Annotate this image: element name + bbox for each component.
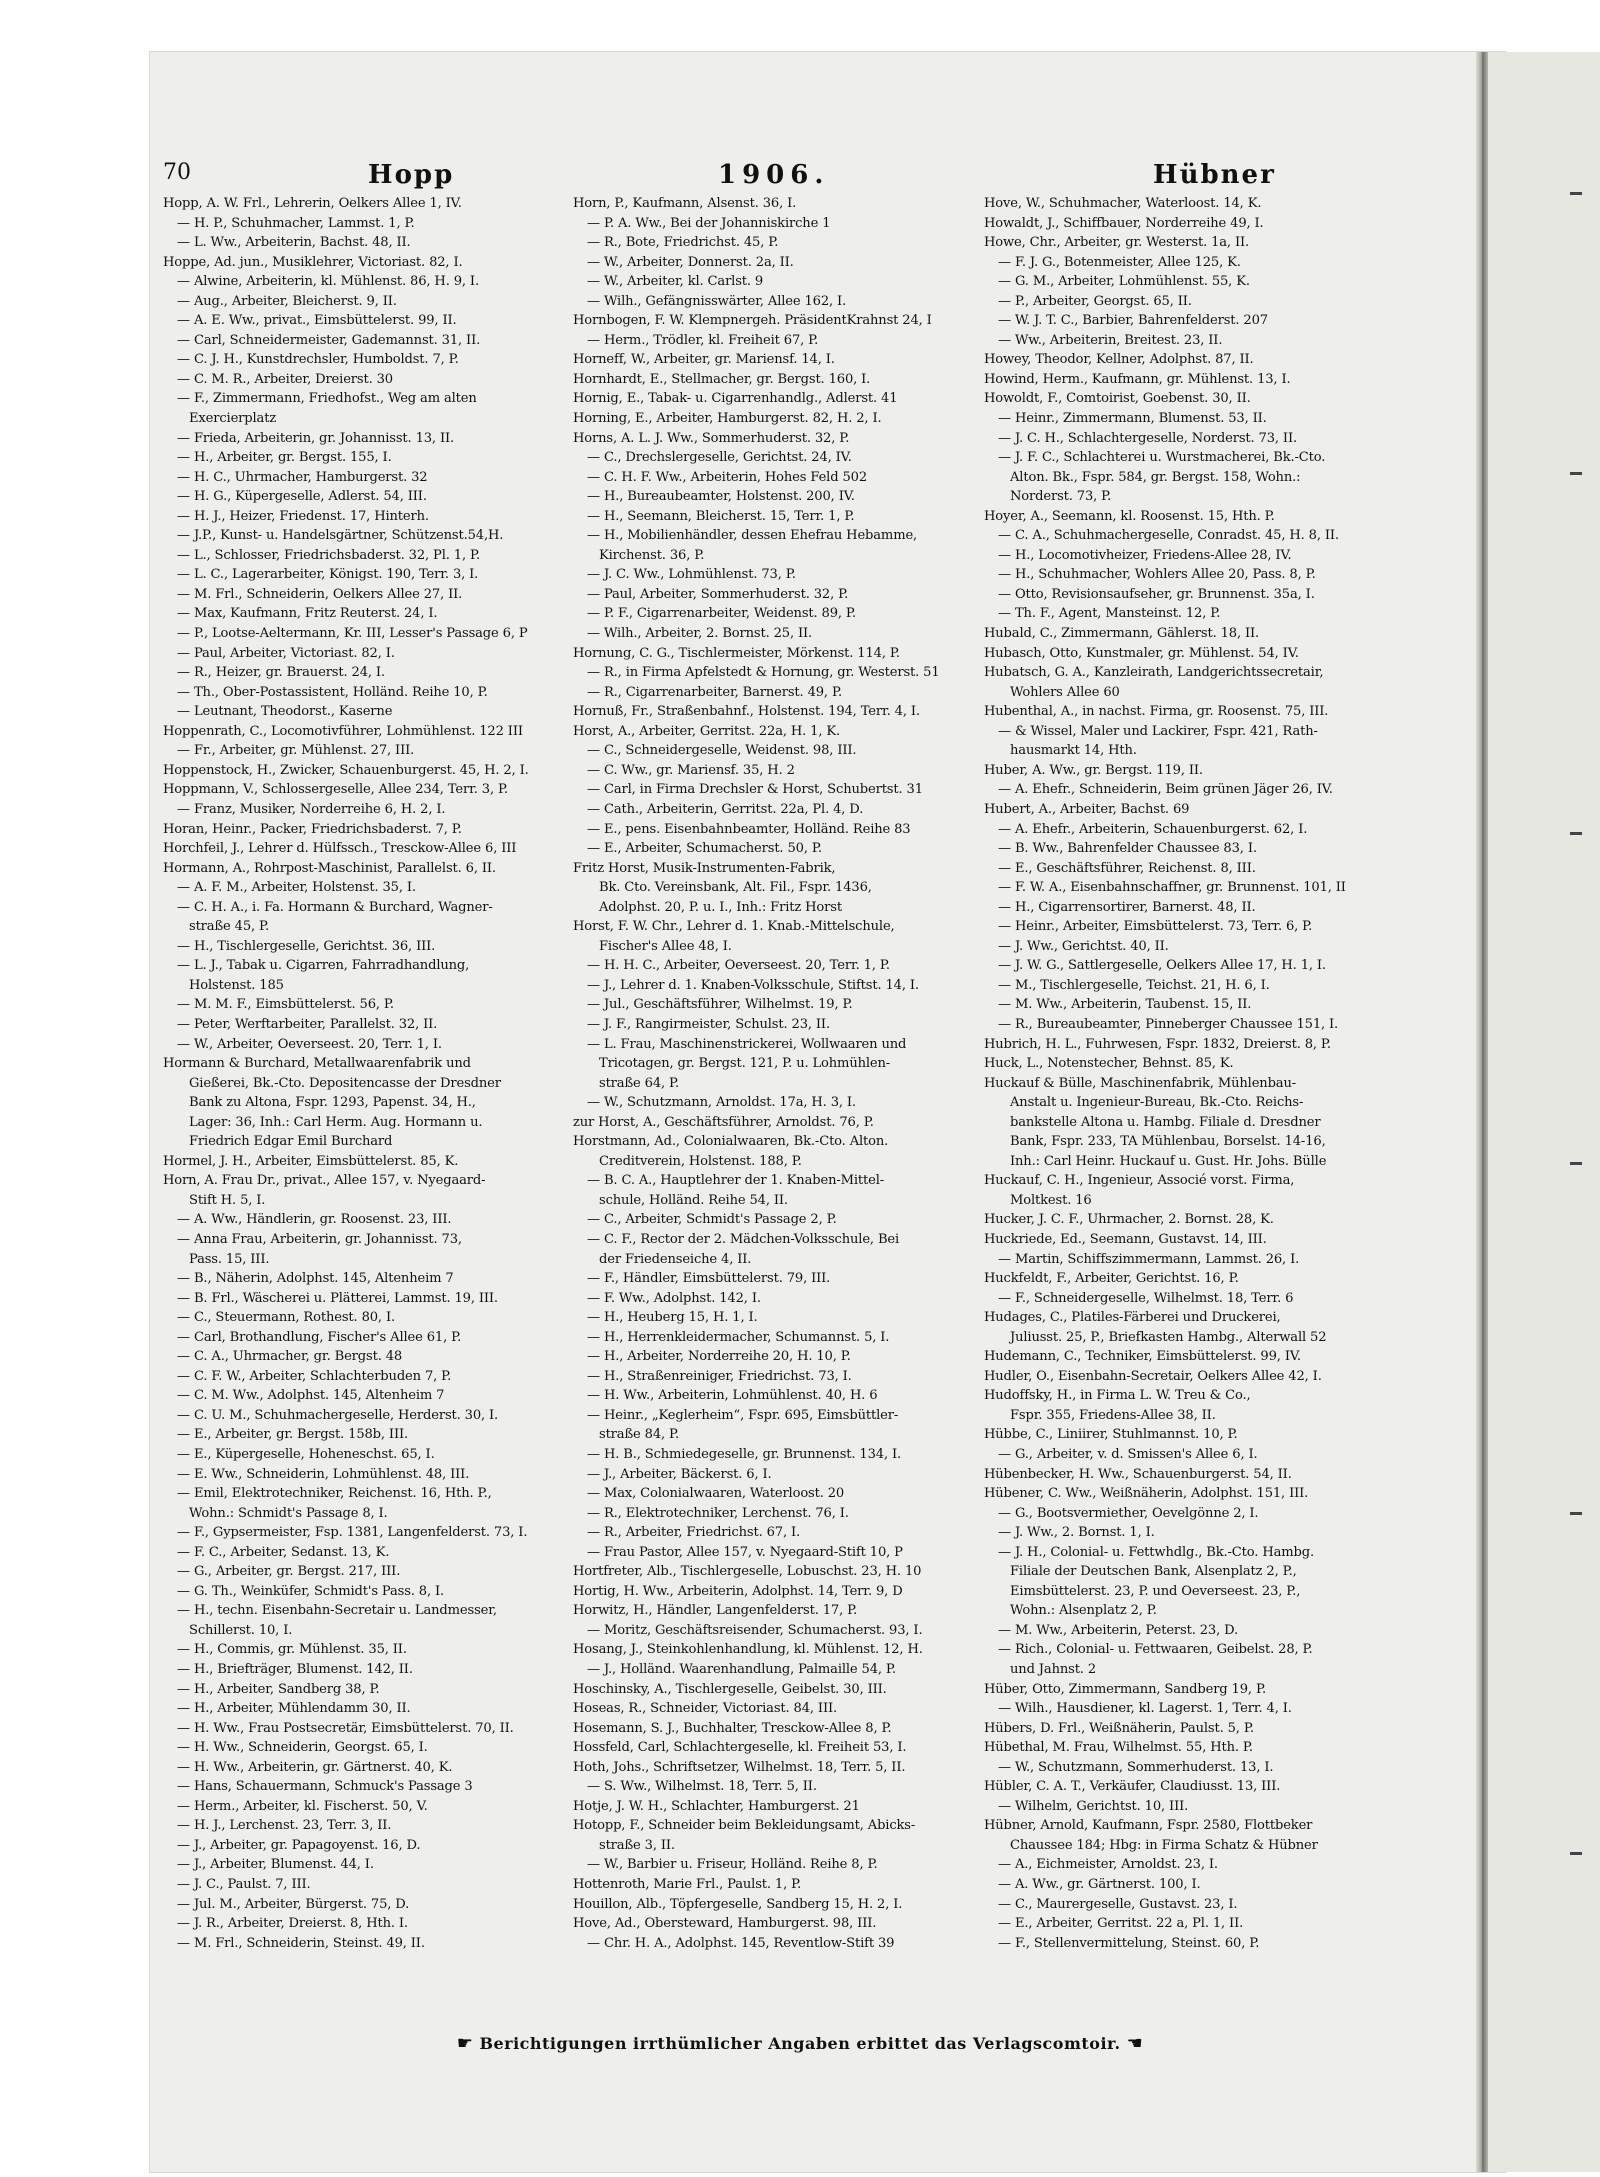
directory-entry: — J. H., Colonial- u. Fettwhdlg., Bk.-Cto. Hambg. (998, 1544, 1314, 1560)
directory-entry: — Paul, Arbeiter, Sommerhuderst. 32, P. (587, 586, 849, 602)
directory-entry: — Heinr., Zimmermann, Blumenst. 53, II. (998, 411, 1267, 427)
directory-entry: — C., Maurergeselle, Gustavst. 23, I. (998, 1896, 1238, 1912)
directory-entry: — Aug., Arbeiter, Bleicherst. 9, II. (177, 293, 397, 309)
directory-entry: — Ww., Arbeiterin, Breitest. 23, II. (998, 332, 1223, 348)
directory-entry: — E. Ww., Schneiderin, Lohmühlenst. 48, III. (177, 1466, 470, 1482)
directory-entry: Horst, F. W. Chr., Lehrer d. 1. Knab.-Mittelschule, (573, 919, 895, 935)
directory-entry: — C. A., Schuhmachergeselle, Conradst. 45, H. 8, II. (998, 528, 1339, 544)
directory-entry: — G., Bootsvermiether, Oevelgönne 2, I. (998, 1505, 1259, 1521)
pointing-hand-icon: ☛ (456, 2033, 474, 2054)
directory-entry: — C., Arbeiter, Schmidt's Passage 2, P. (587, 1212, 837, 1228)
directory-entry: — A. Ww., Händlerin, gr. Roosenst. 23, III. (177, 1212, 452, 1228)
directory-entry: Fischer's Allee 48, I. (599, 938, 732, 954)
directory-entry: Hübener, C. Ww., Weißnäherin, Adolphst. 151, III. (984, 1486, 1309, 1502)
directory-entry: — Emil, Elektrotechniker, Reichenst. 16, Hth. P., (177, 1486, 492, 1502)
directory-entry: — Leutnant, Theodorst., Kaserne (177, 704, 393, 720)
directory-entry: — H. G., Küpergeselle, Adlerst. 54, III. (177, 489, 427, 505)
directory-entry: — W., Schutzmann, Arnoldst. 17a, H. 3, I. (587, 1095, 856, 1111)
directory-entry: Hudler, O., Eisenbahn-Secretair, Oelkers Allee 42, I. (984, 1368, 1322, 1384)
directory-entry: — H. H. C., Arbeiter, Oeverseest. 20, Terr. 1, P. (587, 958, 890, 974)
directory-entry: — P., Lootse-Aeltermann, Kr. III, Lesser's Passage 6, P (177, 626, 528, 642)
directory-entry: — J. F., Rangirmeister, Schulst. 23, II. (587, 1016, 830, 1032)
directory-entry: — W., Schutzmann, Sommerhuderst. 13, I. (998, 1759, 1274, 1775)
footer-text: Berichtigungen irrthümlicher Angaben erbittet das Verlagscomtoir. (479, 2034, 1121, 2053)
directory-entry: — A. Ww., gr. Gärtnerst. 100, I. (998, 1877, 1201, 1893)
directory-entry: Huckauf & Bülle, Maschinenfabrik, Mühlenbau- (984, 1075, 1297, 1091)
directory-entry: — C. H. F. Ww., Arbeiterin, Hohes Feld 502 (587, 469, 867, 485)
directory-entry: — C., Schneidergeselle, Weidenst. 98, III. (587, 743, 857, 759)
directory-entry: — C. Ww., gr. Mariensf. 35, H. 2 (587, 762, 795, 778)
directory-entry: Adolphst. 20, P. u. I., Inh.: Fritz Horst (599, 899, 842, 915)
directory-entry: — J.P., Kunst- u. Handelsgärtner, Schützenst.54,H. (177, 528, 504, 544)
directory-entry: schule, Holländ. Reihe 54, II. (599, 1192, 788, 1208)
directory-entry: — J., Arbeiter, Blumenst. 44, I. (177, 1857, 374, 1873)
directory-entry: Hormann, A., Rohrpost-Maschinist, Parallelst. 6, II. (163, 860, 496, 876)
directory-entry: — & Wissel, Maler und Lackirer, Fspr. 421, Rath- (998, 723, 1318, 739)
directory-entry: Anstalt u. Ingenieur-Bureau, Bk.-Cto. Reichs- (1010, 1095, 1304, 1111)
directory-entry: Huckriede, Ed., Seemann, Gustavst. 14, III. (984, 1231, 1267, 1247)
directory-entry: Hove, W., Schuhmacher, Waterloost. 14, K. (984, 196, 1262, 211)
directory-entry: Norderst. 73, P. (1010, 489, 1112, 505)
directory-entry: Howind, Herm., Kaufmann, gr. Mühlenst. 13, I. (984, 371, 1291, 387)
directory-entry: — C. A., Uhrmacher, gr. Bergst. 48 (177, 1349, 403, 1365)
directory-entry: — E., Geschäftsführer, Reichenst. 8, III. (998, 860, 1256, 876)
directory-entry: — H. Ww., Frau Postsecretär, Eimsbüttelerst. 70, II. (177, 1720, 514, 1736)
edge-mark (1570, 832, 1582, 835)
directory-entry: — H., Heuberg 15, H. 1, I. (587, 1310, 758, 1326)
directory-entry: — H. Ww., Arbeiterin, gr. Gärtnerst. 40, K. (177, 1759, 453, 1775)
directory-entry: — S. Ww., Wilhelmst. 18, Terr. 5, II. (587, 1779, 817, 1795)
directory-entry: Horneff, W., Arbeiter, gr. Mariensf. 14, I. (573, 352, 835, 368)
directory-entry: Hortfreter, Alb., Tischlergeselle, Lobuschst. 23, H. 10 (573, 1564, 922, 1580)
edge-mark (1570, 1512, 1582, 1515)
directory-entry: straße 3, II. (599, 1837, 675, 1853)
directory-entry: — W., Arbeiter, Donnerst. 2a, II. (587, 254, 794, 270)
directory-entry: — Peter, Werftarbeiter, Parallelst. 32, II. (177, 1016, 438, 1032)
directory-entry: — H., Briefträger, Blumenst. 142, II. (177, 1662, 413, 1678)
directory-entry: — J. C., Paulst. 7, III. (177, 1877, 311, 1893)
directory-entry: Bank zu Altona, Fspr. 1293, Papenst. 34, H., (189, 1095, 476, 1111)
directory-entry: Inh.: Carl Heinr. Huckauf u. Gust. Hr. Johs. Bülle (1010, 1153, 1327, 1169)
directory-entry: — F. Ww., Adolphst. 142, I. (587, 1290, 761, 1306)
directory-entry: Lager: 36, Inh.: Carl Herm. Aug. Hormann u. (189, 1114, 483, 1130)
directory-entry: — F., Stellenvermittelung, Steinst. 60, P. (998, 1935, 1260, 1951)
directory-entry: Bank, Fspr. 233, TA Mühlenbau, Borselst. 14-16, (1010, 1134, 1326, 1150)
directory-entry: Hüber, Otto, Zimmermann, Sandberg 19, P. (984, 1681, 1266, 1697)
directory-entry: Houillon, Alb., Töpfergeselle, Sandberg 15, H. 2, I. (573, 1896, 903, 1912)
directory-entry: Hubasch, Otto, Kunstmaler, gr. Mühlenst. 54, IV. (984, 645, 1299, 661)
running-header (163, 160, 1473, 194)
directory-entry: — Frieda, Arbeiterin, gr. Johannisst. 13, II. (177, 430, 455, 446)
directory-entry: — Wilh., Hausdiener, kl. Lagerst. 1, Terr. 4, I. (998, 1701, 1292, 1717)
directory-entry: Bk. Cto. Vereinsbank, Alt. Fil., Fspr. 1436, (599, 880, 872, 896)
directory-entry: Hornuß, Fr., Straßenbahnf., Holstenst. 194, Terr. 4, I. (573, 704, 920, 720)
directory-entry: Juliusst. 25, P., Briefkasten Hambg., Alterwall 52 (1010, 1329, 1327, 1345)
directory-entry: Hübbe, C., Liniirer, Stuhlmannst. 10, P. (984, 1427, 1238, 1443)
directory-entry: Hubald, C., Zimmermann, Gählerst. 18, II. (984, 626, 1260, 642)
directory-entry: — Carl, in Firma Drechsler & Horst, Schubertst. 31 (587, 782, 923, 798)
directory-entry: Horst, A., Arbeiter, Gerritst. 22a, H. 1, K. (573, 723, 841, 739)
directory-entry: — A. E. Ww., privat., Eimsbüttelerst. 99, II. (177, 313, 457, 329)
directory-entry: — R., Arbeiter, Friedrichst. 67, I. (587, 1525, 801, 1541)
directory-entry: straße 45, P. (189, 919, 270, 935)
directory-entry: Hornig, E., Tabak- u. Cigarrenhandlg., Adlerst. 41 (573, 391, 898, 407)
directory-entry: — F. W. A., Eisenbahnschaffner, gr. Brunnenst. 101, II (998, 880, 1346, 896)
directory-entry: — W. J. T. C., Barbier, Bahrenfelderst. 207 (998, 313, 1268, 329)
directory-entry: Howey, Theodor, Kellner, Adolphst. 87, II. (984, 352, 1254, 368)
directory-entry: — G. M., Arbeiter, Lohmühlenst. 55, K. (998, 274, 1250, 290)
directory-entry: — F., Gypsermeister, Fsp. 1381, Langenfelderst. 73, I. (177, 1525, 528, 1541)
header-last-name: Hübner (1153, 160, 1276, 190)
directory-entry: — J. R., Arbeiter, Dreierst. 8, Hth. I. (177, 1916, 408, 1932)
directory-entry: — P. A. Ww., Bei der Johanniskirche 1 (587, 215, 831, 231)
directory-entry: Huckfeldt, F., Arbeiter, Gerichtst. 16, P. (984, 1271, 1239, 1287)
directory-entry: Hotje, J. W. H., Schlachter, Hamburgerst. 21 (573, 1798, 860, 1814)
directory-entry: Hosemann, S. J., Buchhalter, Tresckow-Allee 8, P. (573, 1720, 892, 1736)
directory-column-3 (984, 194, 1398, 1994)
directory-entry: — L., Schlosser, Friedrichsbaderst. 32, Pl. 1, P. (177, 547, 480, 563)
directory-entry: — Moritz, Geschäftsreisender, Schumacherst. 93, I. (587, 1622, 923, 1638)
directory-entry: — Heinr., Arbeiter, Eimsbüttelerst. 73, Terr. 6, P. (998, 919, 1313, 935)
directory-entry: — R., Bote, Friedrichst. 45, P. (587, 235, 779, 251)
directory-entry: — J., Lehrer d. 1. Knaben-Volksschule, Stiftst. 14, I. (587, 977, 919, 993)
directory-entry: Exercierplatz (189, 411, 277, 427)
directory-entry: — H., Arbeiter, gr. Bergst. 155, I. (177, 450, 392, 466)
directory-entry: Filiale der Deutschen Bank, Alsenplatz 2, P., (1010, 1564, 1297, 1580)
directory-entry: Hopp, A. W. Frl., Lehrerin, Oelkers Allee 1, IV. (163, 196, 462, 211)
directory-entry: Horn, A. Frau Dr., privat., Allee 157, v. Nyegaard- (163, 1173, 486, 1189)
directory-column-2 (573, 194, 978, 1994)
directory-entry: — Hans, Schauermann, Schmuck's Passage 3 (177, 1779, 473, 1795)
directory-entry: — R., Heizer, gr. Brauerst. 24, I. (177, 665, 385, 681)
directory-entry: Fspr. 355, Friedens-Allee 38, II. (1010, 1407, 1216, 1423)
directory-entry: — Anna Frau, Arbeiterin, gr. Johannisst. 73, (177, 1231, 462, 1247)
directory-entry: — C., Drechslergeselle, Gerichtst. 24, IV. (587, 450, 852, 466)
directory-entry: — A. Ehefr., Arbeiterin, Schauenburgerst. 62, I. (998, 821, 1308, 837)
directory-entry: Stift H. 5, I. (189, 1192, 266, 1208)
directory-entry: — B. Frl., Wäscherei u. Plätterei, Lammst. 19, III. (177, 1290, 498, 1306)
directory-entry: — J. F. C., Schlachterei u. Wurstmacherei, Bk.-Cto. (998, 450, 1326, 466)
directory-entry: Horning, E., Arbeiter, Hamburgerst. 82, H. 2, I. (573, 411, 882, 427)
directory-entry: — C. H. A., i. Fa. Hormann & Burchard, Wagner- (177, 899, 493, 915)
directory-entry: — Franz, Musiker, Norderreihe 6, H. 2, I. (177, 801, 446, 817)
next-page-edge (1488, 52, 1600, 2172)
directory-entry: Hossfeld, Carl, Schlachtergeselle, kl. Freiheit 53, I. (573, 1740, 907, 1756)
directory-entry: — H. Ww., Schneiderin, Georgst. 65, I. (177, 1740, 428, 1756)
directory-entry: Creditverein, Holstenst. 188, P. (599, 1153, 802, 1169)
directory-entry: Hoppe, Ad. jun., Musiklehrer, Victoriast. 82, I. (163, 254, 463, 270)
directory-entry: Friedrich Edgar Emil Burchard (189, 1134, 393, 1150)
directory-entry: Howe, Chr., Arbeiter, gr. Westerst. 1a, II. (984, 235, 1250, 251)
directory-entry: — Cath., Arbeiterin, Gerritst. 22a, Pl. 4, D. (587, 801, 864, 817)
edge-mark (1570, 1852, 1582, 1855)
directory-entry: Hübenbecker, H. Ww., Schauenburgerst. 54, II. (984, 1466, 1292, 1482)
directory-entry: — C. J. H., Kunstdrechsler, Humboldst. 7, P. (177, 352, 459, 368)
directory-entry: — Wilh., Gefängnisswärter, Allee 162, I. (587, 293, 847, 309)
directory-entry: Schillerst. 10, I. (189, 1622, 293, 1638)
directory-entry: — M. Frl., Schneiderin, Steinst. 49, II. (177, 1935, 425, 1951)
directory-entry: — L. J., Tabak u. Cigarren, Fahrradhandlung, (177, 958, 470, 974)
directory-entry: — C. U. M., Schuhmachergeselle, Herderst. 30, I. (177, 1407, 499, 1423)
directory-entry: — R., Bureaubeamter, Pinneberger Chaussee 151, I. (998, 1016, 1339, 1032)
directory-entry: — G., Arbeiter, v. d. Smissen's Allee 6, I. (998, 1447, 1258, 1462)
directory-entry: — F., Händler, Eimsbüttelerst. 79, III. (587, 1271, 831, 1287)
directory-entry: — J. Ww., 2. Bornst. 1, I. (998, 1525, 1155, 1541)
directory-entry: — F. C., Arbeiter, Sedanst. 13, K. (177, 1544, 390, 1560)
directory-entry: Pass. 15, III. (189, 1251, 270, 1267)
directory-entry: — R., Elektrotechniker, Lerchenst. 76, I. (587, 1505, 849, 1521)
directory-column-1 (163, 194, 567, 1994)
directory-entry: Horns, A. L. J. Ww., Sommerhuderst. 32, P. (573, 430, 850, 446)
directory-entry: — H., Schuhmacher, Wohlers Allee 20, Pass. 8, P. (998, 567, 1316, 583)
directory-entry: — H., Straßenreiniger, Friedrichst. 73, I. (587, 1368, 852, 1384)
directory-entry: — P., Arbeiter, Georgst. 65, II. (998, 293, 1192, 309)
directory-entry: Horn, P., Kaufmann, Alsenst. 36, I. (573, 196, 797, 211)
directory-entry: Hubrich, H. L., Fuhrwesen, Fspr. 1832, Dreierst. 8, P. (984, 1036, 1331, 1052)
directory-entry: Huckauf, C. H., Ingenieur, Associé vorst. Firma, (984, 1173, 1295, 1189)
directory-entry: — H., techn. Eisenbahn-Secretair u. Landmesser, (177, 1603, 497, 1619)
directory-entry: Hübethal, M. Frau, Wilhelmst. 55, Hth. P. (984, 1740, 1253, 1756)
directory-entry: — J. Ww., Gerichtst. 40, II. (998, 938, 1169, 954)
directory-entry: — C. F. W., Arbeiter, Schlachterbuden 7, P. (177, 1368, 452, 1384)
directory-entry: Horan, Heinr., Packer, Friedrichsbaderst. 7, P. (163, 821, 462, 837)
directory-entry: — M. Ww., Arbeiterin, Taubenst. 15, II. (998, 997, 1252, 1013)
directory-entry: Hoschinsky, A., Tischlergeselle, Geibelst. 30, III. (573, 1681, 887, 1697)
directory-entry: Hortig, H. Ww., Arbeiterin, Adolphst. 14, Terr. 9, D (573, 1583, 903, 1599)
directory-entry: — W., Arbeiter, Oeverseest. 20, Terr. 1, I. (177, 1036, 442, 1052)
directory-entry: Fritz Horst, Musik-Instrumenten-Fabrik, (573, 860, 836, 876)
directory-entry: Wohn.: Schmidt's Passage 8, I. (189, 1505, 388, 1521)
directory-entry: — H., Arbeiter, Norderreihe 20, H. 10, P. (587, 1349, 851, 1365)
footer-notice (400, 2033, 1200, 2059)
directory-entry: Hudages, C., Platiles-Färberei und Druckerei, (984, 1310, 1281, 1326)
directory-entry: Hoseas, R., Schneider, Victoriast. 84, III. (573, 1701, 838, 1717)
directory-entry: Hoppmann, V., Schlossergeselle, Allee 234, Terr. 3, P. (163, 782, 508, 798)
directory-entry: Chaussee 184; Hbg: in Firma Schatz & Hübner (1010, 1837, 1318, 1853)
directory-entry: — H. B., Schmiedegeselle, gr. Brunnenst. 134, I. (587, 1447, 902, 1462)
directory-entry: — H., Tischlergeselle, Gerichtst. 36, III. (177, 938, 436, 954)
directory-entry: — P. F., Cigarrenarbeiter, Weidenst. 89, P. (587, 606, 856, 622)
directory-entry: Howoldt, F., Comtoirist, Goebenst. 30, II. (984, 391, 1251, 407)
directory-entry: — J. C. Ww., Lohmühlenst. 73, P. (587, 567, 796, 583)
directory-entry: Hornbogen, F. W. Klempnergeh. PräsidentKrahnst 24, I (573, 313, 932, 329)
directory-entry: — Chr. H. A., Adolphst. 145, Reventlow-Stift 39 (587, 1935, 895, 1951)
directory-entry: — C. M. Ww., Adolphst. 145, Altenheim 7 (177, 1388, 445, 1404)
directory-entry: — Herm., Arbeiter, kl. Fischerst. 50, V. (177, 1798, 428, 1814)
directory-entry: — H., Seemann, Bleicherst. 15, Terr. 1, P. (587, 508, 855, 524)
directory-entry: — H., Arbeiter, Sandberg 38, P. (177, 1681, 380, 1697)
directory-entry: — H. Ww., Arbeiterin, Lohmühlenst. 40, H. 6 (587, 1388, 878, 1404)
directory-entry: der Friedenseiche 4, II. (599, 1251, 752, 1267)
directory-entry: — J., Arbeiter, gr. Papagoyenst. 16, D. (177, 1837, 421, 1853)
directory-entry: — J., Holländ. Waarenhandlung, Palmaille 54, P. (587, 1662, 896, 1678)
directory-entry: — Herm., Trödler, kl. Freiheit 67, P. (587, 332, 819, 348)
directory-entry: — J., Arbeiter, Bäckerst. 6, I. (587, 1466, 772, 1482)
directory-entry: Moltkest. 16 (1010, 1192, 1092, 1208)
scan-side-strip (0, 0, 50, 2177)
directory-entry: — H. J., Heizer, Friedenst. 17, Hinterh. (177, 508, 429, 524)
directory-entry: — Wilh., Arbeiter, 2. Bornst. 25, II. (587, 626, 813, 642)
directory-entry: — H. C., Uhrmacher, Hamburgerst. 32 (177, 469, 428, 485)
directory-entry: — Wilhelm, Gerichtst. 10, III. (998, 1798, 1189, 1814)
directory-entry: — F., Schneidergeselle, Wilhelmst. 18, Terr. 6 (998, 1290, 1294, 1306)
edge-mark (1570, 472, 1582, 475)
directory-entry: — C., Steuermann, Rothest. 80, I. (177, 1310, 395, 1326)
directory-entry: — L. C., Lagerarbeiter, Königst. 190, Terr. 3, I. (177, 567, 479, 583)
directory-entry: — B. C. A., Hauptlehrer der 1. Knaben-Mittel- (587, 1173, 885, 1189)
directory-entry: Hudemann, C., Techniker, Eimsbüttelerst. 99, IV. (984, 1349, 1301, 1365)
directory-entry: — Jul., Geschäftsführer, Wilhelmst. 19, P. (587, 997, 853, 1013)
directory-entry: Howaldt, J., Schiffbauer, Norderreihe 49, I. (984, 215, 1264, 231)
directory-entry: — J. W. G., Sattlergeselle, Oelkers Allee 17, H. 1, I. (998, 958, 1326, 974)
directory-entry: Wohlers Allee 60 (1010, 684, 1120, 700)
directory-entry: Hottenroth, Marie Frl., Paulst. 1, P. (573, 1877, 802, 1893)
page-number: 70 (163, 160, 191, 185)
directory-entry: Hoyer, A., Seemann, kl. Roosenst. 15, Hth. P. (984, 508, 1275, 524)
directory-entry: — H., Arbeiter, Mühlendamm 30, II. (177, 1701, 411, 1717)
directory-entry: — L. Ww., Arbeiterin, Bachst. 48, II. (177, 235, 411, 251)
header-first-name: Hopp (368, 160, 455, 190)
directory-entry: Hübler, C. A. T., Verkäufer, Claudiusst. 13, III. (984, 1779, 1281, 1795)
directory-entry: — R., Cigarrenarbeiter, Barnerst. 49, P. (587, 684, 842, 700)
directory-entry: — Paul, Arbeiter, Victoriast. 82, I. (177, 645, 395, 661)
edge-mark (1570, 1162, 1582, 1165)
directory-entry: Hoppenrath, C., Locomotivführer, Lohmühlenst. 122 III (163, 723, 523, 739)
directory-entry: — Rich., Colonial- u. Fettwaaren, Geibelst. 28, P. (998, 1642, 1313, 1658)
directory-entry: Hornhardt, E., Stellmacher, gr. Bergst. 160, I. (573, 371, 871, 387)
directory-entry: Huck, L., Notenstecher, Behnst. 85, K. (984, 1056, 1234, 1072)
directory-entry: Wohn.: Alsenplatz 2, P. (1010, 1603, 1157, 1619)
directory-entry: Alton. Bk., Fspr. 584, gr. Bergst. 158, Wohn.: (1010, 469, 1301, 485)
directory-entry: — H. P., Schuhmacher, Lammst. 1, P. (177, 215, 415, 231)
directory-entry: — H., Bureaubeamter, Holstenst. 200, IV. (587, 489, 855, 505)
directory-entry: Hormel, J. H., Arbeiter, Eimsbüttelerst. 85, K. (163, 1153, 459, 1169)
directory-entry: Hübner, Arnold, Kaufmann, Fspr. 2580, Flottbeker (984, 1818, 1313, 1834)
directory-entry: Horchfeil, J., Lehrer d. Hülfssch., Tresckow-Allee 6, III (163, 841, 517, 857)
directory-entry: Hudoffsky, H., in Firma L. W. Treu & Co., (984, 1388, 1251, 1404)
directory-entry: — H., Cigarrensortirer, Barnerst. 48, II. (998, 899, 1256, 915)
directory-entry: — Carl, Brothandlung, Fischer's Allee 61, P. (177, 1329, 462, 1345)
directory-entry: — M. M. F., Eimsbüttelerst. 56, P. (177, 997, 394, 1013)
directory-entry: — W., Barbier u. Friseur, Holländ. Reihe 8, P. (587, 1857, 878, 1873)
directory-entry: und Jahnst. 2 (1010, 1662, 1097, 1678)
directory-entry: — M., Tischlergeselle, Teichst. 21, H. 6, I. (998, 977, 1270, 993)
directory-entry: — F. J. G., Botenmeister, Allee 125, K. (998, 254, 1241, 270)
directory-entry: Hucker, J. C. F., Uhrmacher, 2. Bornst. 28, K. (984, 1212, 1274, 1228)
directory-entry: Eimsbüttelerst. 23, P. und Oeverseest. 23, P., (1010, 1583, 1301, 1599)
directory-entry: — Frau Pastor, Allee 157, v. Nyegaard-Stift 10, P (587, 1544, 903, 1560)
directory-entry: — H., Commis, gr. Mühlenst. 35, II. (177, 1642, 407, 1658)
directory-entry: — F., Zimmermann, Friedhofst., Weg am alten (177, 391, 477, 407)
directory-entry: bankstelle Altona u. Hambg. Filiale d. Dresdner (1010, 1114, 1321, 1130)
directory-entry: Hornung, C. G., Tischlermeister, Mörkenst. 114, P. (573, 645, 900, 661)
directory-entry: — H. J., Lerchenst. 23, Terr. 3, II. (177, 1818, 392, 1834)
directory-entry: — B., Näherin, Adolphst. 145, Altenheim 7 (177, 1271, 454, 1287)
directory-entry: — M. Frl., Schneiderin, Oelkers Allee 27, II. (177, 586, 463, 602)
directory-entry: — Th., Ober-Postassistent, Holländ. Reihe 10, P. (177, 684, 488, 700)
directory-entry: — H., Mobilienhändler, dessen Ehefrau Hebamme, (587, 528, 918, 544)
directory-entry: zur Horst, A., Geschäftsführer, Arnoldst. 76, P. (573, 1114, 874, 1130)
directory-entry: — Fr., Arbeiter, gr. Mühlenst. 27, III. (177, 743, 415, 759)
directory-entry: Hove, Ad., Obersteward, Hamburgerst. 98, III. (573, 1916, 877, 1932)
directory-entry: — M. Ww., Arbeiterin, Peterst. 23, D. (998, 1622, 1239, 1638)
directory-entry: Huber, A. Ww., gr. Bergst. 119, II. (984, 762, 1203, 778)
directory-entry: — A. Ehefr., Schneiderin, Beim grünen Jäger 26, IV. (998, 782, 1333, 798)
directory-entry: — W., Arbeiter, kl. Carlst. 9 (587, 274, 764, 290)
directory-entry: — B. Ww., Bahrenfelder Chaussee 83, I. (998, 841, 1257, 857)
directory-entry: Tricotagen, gr. Bergst. 121, P. u. Lohmühlen- (599, 1056, 891, 1072)
directory-entry: — Carl, Schneidermeister, Gademannst. 31, II. (177, 332, 481, 348)
directory-entry: — E., Arbeiter, Gerritst. 22 a, Pl. 1, II. (998, 1916, 1244, 1932)
directory-entry: Hubatsch, G. A., Kanzleirath, Landgerichtssecretair, (984, 665, 1324, 681)
directory-entry: — Otto, Revisionsaufseher, gr. Brunnenst. 35a, I. (998, 586, 1315, 602)
directory-entry: — L. Frau, Maschinenstrickerei, Wollwaaren und (587, 1036, 907, 1052)
directory-entry: — R., in Firma Apfelstedt & Hornung, gr. Westerst. 51 (587, 665, 940, 681)
directory-entry: Hubert, A., Arbeiter, Bachst. 69 (984, 801, 1190, 817)
directory-entry: — E., Arbeiter, gr. Bergst. 158b, III. (177, 1427, 409, 1443)
directory-entry: — G. Th., Weinküfer, Schmidt's Pass. 8, I. (177, 1583, 445, 1599)
book-gutter (1476, 52, 1488, 2172)
directory-entry: — A., Eichmeister, Arnoldst. 23, I. (998, 1857, 1218, 1873)
directory-entry: Horstmann, Ad., Colonialwaaren, Bk.-Cto. Alton. (573, 1134, 889, 1150)
directory-entry: hausmarkt 14, Hth. (1010, 743, 1137, 759)
directory-entry: — E., Arbeiter, Schumacherst. 50, P. (587, 841, 822, 857)
directory-entry: Hübers, D. Frl., Weißnäherin, Paulst. 5, P. (984, 1720, 1254, 1736)
directory-entry: Hotopp, F., Schneider beim Bekleidungsamt, Abicks- (573, 1818, 916, 1834)
directory-entry: — G., Arbeiter, gr. Bergst. 217, III. (177, 1564, 401, 1580)
directory-entry: straße 84, P. (599, 1427, 680, 1443)
directory-entry: — Max, Colonialwaaren, Waterloost. 20 (587, 1486, 845, 1502)
directory-entry: straße 64, P. (599, 1075, 680, 1091)
directory-entry: — Jul. M., Arbeiter, Bürgerst. 75, D. (177, 1896, 410, 1912)
directory-entry: — Martin, Schiffszimmermann, Lammst. 26, I. (998, 1251, 1300, 1267)
directory-entry: — Max, Kaufmann, Fritz Reuterst. 24, I. (177, 606, 438, 622)
directory-entry: Horwitz, H., Händler, Langenfelderst. 17, P. (573, 1603, 858, 1619)
directory-entry: — H., Herrenkleidermacher, Schumannst. 5, I. (587, 1329, 890, 1345)
directory-entry: Hosang, J., Steinkohlenhandlung, kl. Mühlenst. 12, H. (573, 1642, 923, 1658)
header-year: 1906. (718, 160, 830, 190)
directory-entry: — C. M. R., Arbeiter, Dreierst. 30 (177, 371, 393, 387)
directory-entry: Gießerei, Bk.-Cto. Depositencasse der Dresdner (189, 1075, 501, 1091)
directory-entry: — C. F., Rector der 2. Mädchen-Volksschule, Bei (587, 1231, 900, 1247)
directory-entry: Holstenst. 185 (189, 977, 284, 993)
pointing-hand-icon: ☚ (1126, 2033, 1144, 2054)
directory-entry: — Th. F., Agent, Mansteinst. 12, P. (998, 606, 1221, 622)
directory-entry: Hoth, Johs., Schriftsetzer, Wilhelmst. 18, Terr. 5, II. (573, 1759, 906, 1775)
directory-entry: — Alwine, Arbeiterin, kl. Mühlenst. 86, H. 9, I. (177, 274, 479, 290)
directory-entry: Hormann & Burchard, Metallwaarenfabrik und (163, 1056, 471, 1072)
edge-mark (1570, 192, 1582, 195)
directory-entry: Kirchenst. 36, P. (599, 547, 705, 563)
directory-entry: — E., pens. Eisenbahnbeamter, Holländ. Reihe 83 (587, 821, 911, 837)
directory-entry: Hoppenstock, H., Zwicker, Schauenburgerst. 45, H. 2, I. (163, 762, 529, 778)
directory-entry: Hubenthal, A., in nachst. Firma, gr. Roosenst. 75, III. (984, 704, 1329, 720)
directory-entry: — E., Küpergeselle, Hoheneschst. 65, I. (177, 1447, 435, 1462)
directory-entry: — A. F. M., Arbeiter, Holstenst. 35, I. (177, 880, 416, 896)
directory-entry: — H., Locomotivheizer, Friedens-Allee 28, IV. (998, 547, 1292, 563)
directory-entry: — J. C. H., Schlachtergeselle, Norderst. 73, II. (998, 430, 1297, 446)
directory-entry: — Heinr., „Keglerheim“, Fspr. 695, Eimsbüttler- (587, 1407, 899, 1423)
